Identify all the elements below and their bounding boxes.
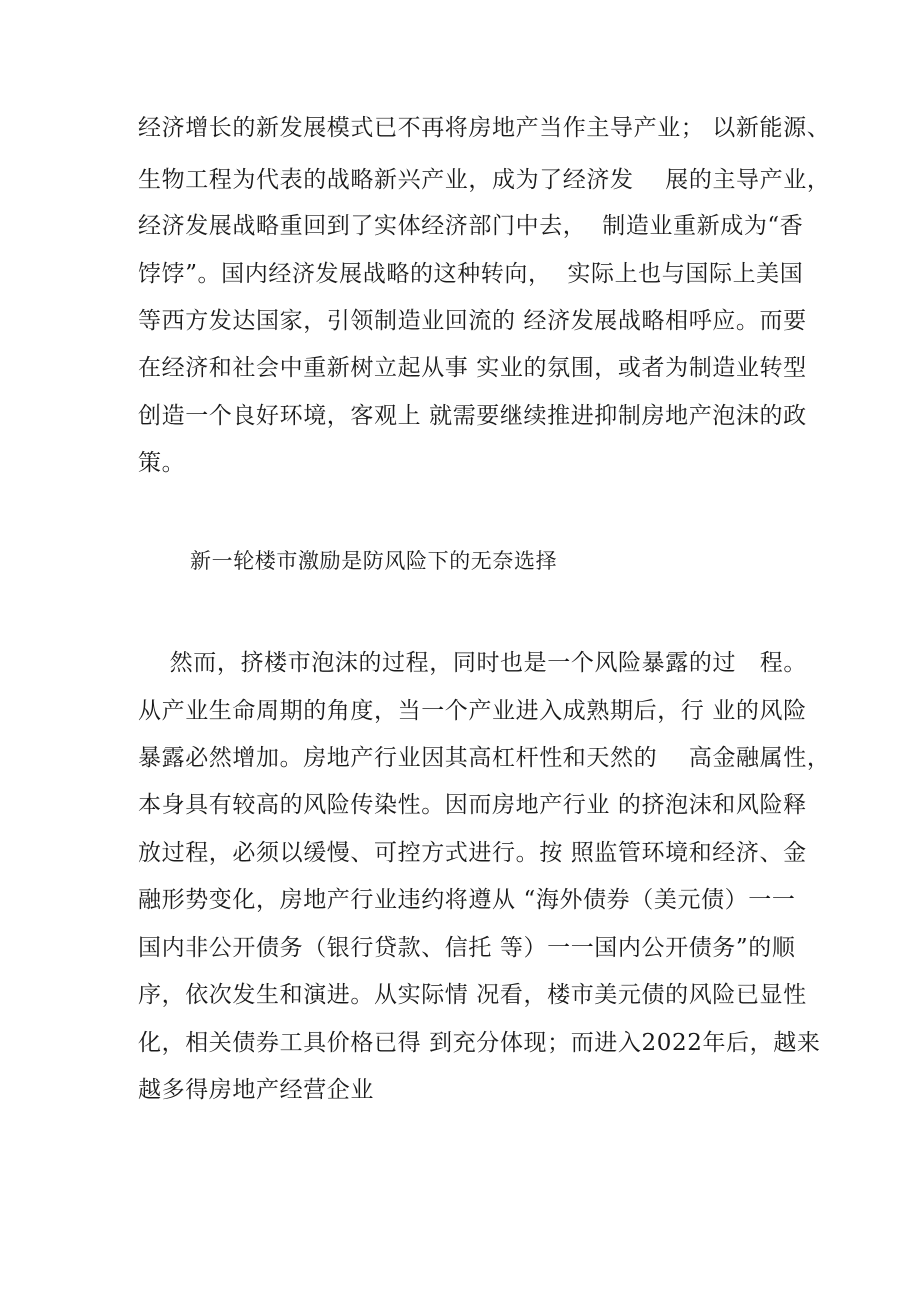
paragraph-1-line-6: 在经济和社会中重新树立起从事 实业的氛围，或者为制造业转型	[138, 355, 807, 381]
paragraph-2-line-2: 从产业生命周期的角度，当一个产业进入成熟期后，行 业的风险	[138, 698, 807, 724]
paragraph-1-line-4: 饽饽”。国内经济发展战略的这种转向， 实际上也与国际上美国	[138, 261, 804, 287]
paragraph-2-line-9: 化，相关债券工具价格已得 到充分体现；而进入2022年后，越来	[138, 1030, 821, 1056]
paragraph-2-line-1: 然而，挤楼市泡沫的过程，同时也是一个风险暴露的过 程。	[138, 650, 807, 676]
paragraph-2-line-6: 融形势变化，房地产行业违约将遵从 “海外债券（美元债）一一	[138, 887, 796, 913]
paragraph-2-line-3: 暴露必然增加。房地产行业因其高杠杆性和天然的 高金融属性，	[138, 745, 831, 771]
paragraph-1-line-5: 等西方发达国家，引领制造业回流的 经济发展战略相呼应。而要	[138, 308, 807, 334]
paragraph-2-line-10: 越多得房地产经营企业	[138, 1077, 374, 1103]
paragraph-1-line-2: 生物工程为代表的战略新兴产业，成为了经济发 展的主导产业，	[138, 167, 831, 193]
paragraph-2-line-8: 序，依次发生和演进。从实际情 况看，楼市美元债的风险已显性	[138, 982, 807, 1008]
paragraph-2-line-5: 放过程，必须以缓慢、可控方式进行。按 照监管环境和经济、金	[138, 840, 807, 866]
paragraph-1-line-7: 创造一个良好环境，客观上 就需要继续推进抑制房地产泡沫的政	[138, 403, 807, 429]
paragraph-1-line-1: 经济增长的新发展模式已不再将房地产当作主导产业； 以新能源、	[138, 115, 831, 141]
paragraph-2-line-7: 国内非公开债务（银行贷款、信托 等）一一国内公开债务”的顺	[138, 935, 796, 961]
paragraph-1-line-3: 经济发展战略重回到了实体经济部门中去， 制造业重新成为“香	[138, 213, 804, 239]
paragraph-1-line-8: 策。	[138, 450, 186, 476]
paragraph-2-line-4: 本身具有较高的风险传染性。因而房地产行业 的挤泡沫和风险释	[138, 792, 807, 818]
section-heading: 新一轮楼市激励是防风险下的无奈选择	[190, 549, 558, 573]
